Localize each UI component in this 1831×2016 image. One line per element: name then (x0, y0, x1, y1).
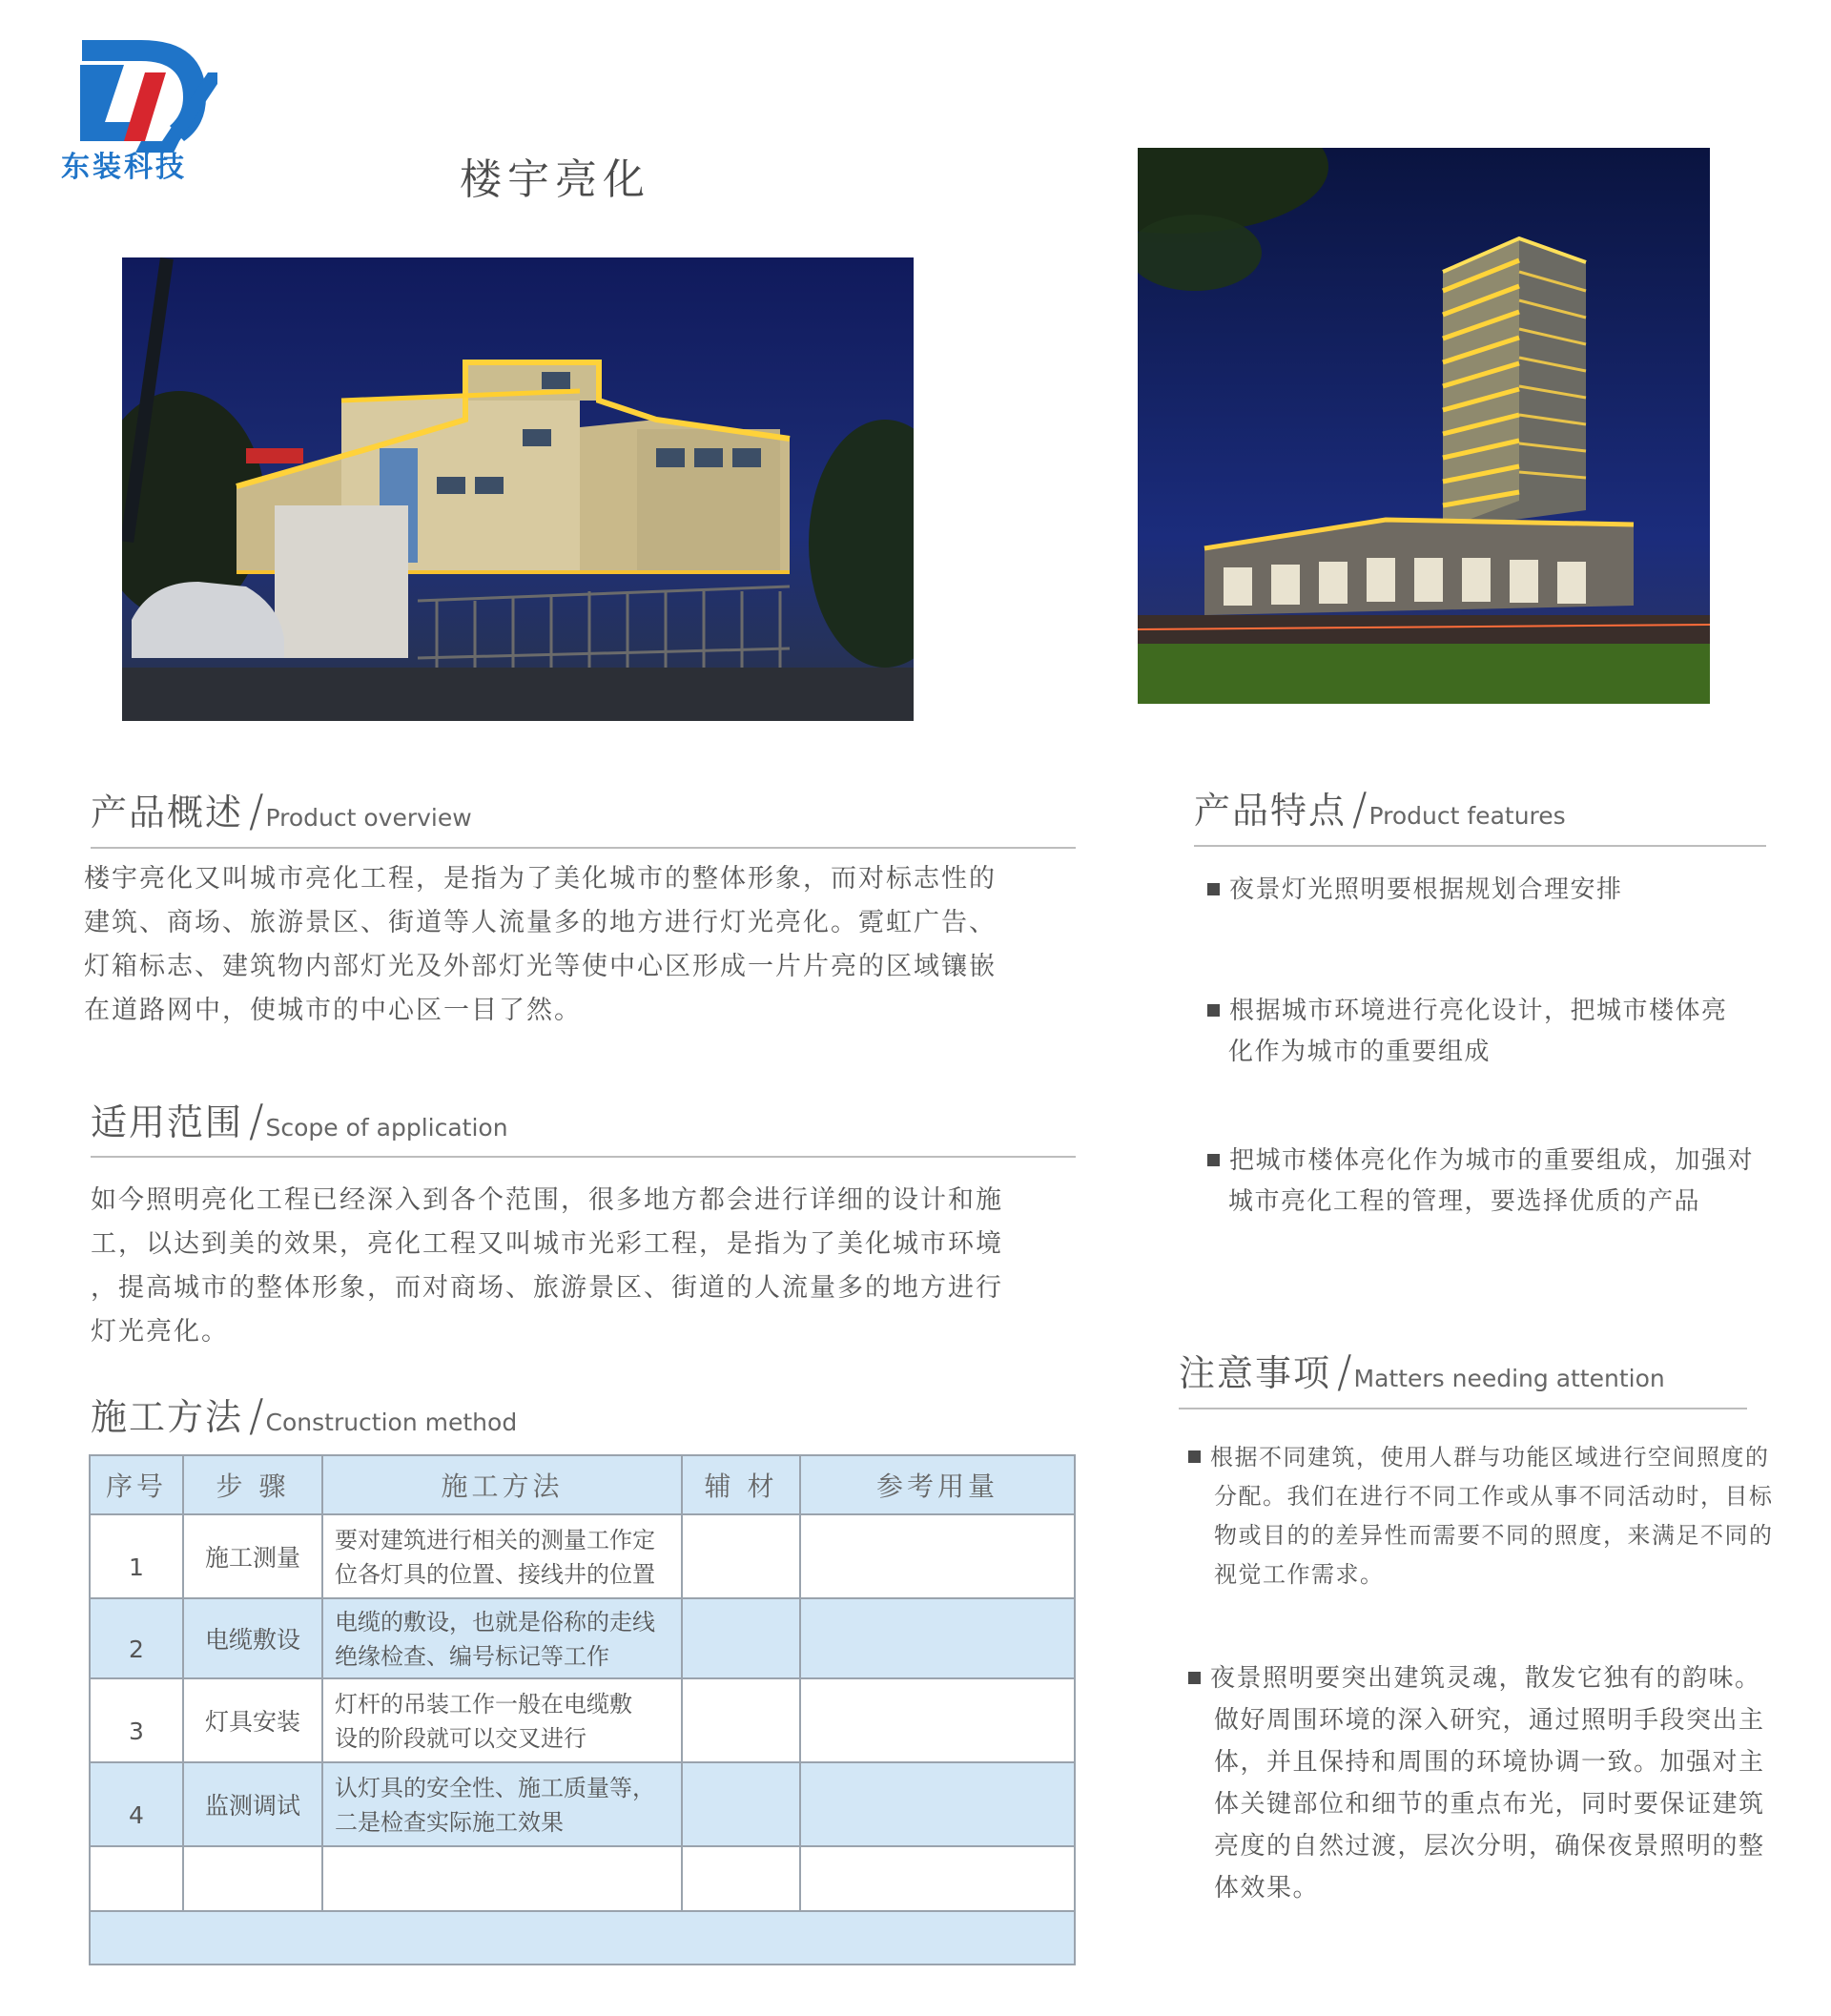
footer-cell (90, 1911, 1075, 1965)
row-method (322, 1762, 682, 1846)
row-method-line: 灯杆的吊装工作一般在电缆敷 (335, 1691, 632, 1718)
overview-divider (91, 847, 1076, 849)
row-method-line: 设的阶段就可以交叉进行 (335, 1725, 586, 1752)
row-material (682, 1678, 800, 1762)
brand-name: 东装科技 (61, 151, 187, 184)
row-no: 2 (90, 1598, 183, 1678)
scope-line: ，提高城市的整体形象，而对商场、旅游景区、街道的人流量多的地方进行 (91, 1273, 1003, 1303)
features-heading-en: Product features (1368, 802, 1566, 831)
table-header-row (90, 1455, 1075, 1514)
row-method-line: 认灯具的安全性、施工质量等， (335, 1775, 655, 1801)
row-no: 1 (90, 1514, 183, 1598)
empty-cell (682, 1846, 800, 1911)
scope-heading-en: Scope of application (265, 1114, 508, 1142)
heading-slash: / (249, 785, 264, 836)
empty-cell (90, 1846, 183, 1911)
feature-item (1207, 991, 1728, 1073)
row-method-line: 电缆的敷设，也就是俗称的走线 (335, 1609, 655, 1635)
attention-line: 亮度的自然过渡，层次分明，确保夜景照明的整 (1214, 1832, 1765, 1861)
row-material (682, 1762, 800, 1846)
overview-line: 灯箱标志、建筑物内部灯光及外部灯光等使中心区形成一片片亮的区域镶嵌 (84, 952, 997, 981)
row-method (322, 1514, 682, 1598)
row-method-line: 绝缘检查、编号标记等工作 (335, 1643, 609, 1670)
attention-line: 根据不同建筑，使用人群与功能区域进行空间照度的 (1210, 1444, 1770, 1471)
col-header-material: 辅 材 (682, 1455, 800, 1514)
row-no: 4 (90, 1762, 183, 1846)
table-row-empty (90, 1846, 1075, 1911)
feature-line: 城市亮化工程的管理，要选择优质的产品 (1228, 1187, 1701, 1216)
bullet-icon (1207, 1004, 1220, 1017)
table-row (90, 1678, 1075, 1762)
construction-table (89, 1454, 1076, 1965)
scope-line: 工，以达到美的效果，亮化工程又叫城市光彩工程，是指为了美化城市环境 (91, 1229, 1003, 1259)
bullet-icon (1207, 883, 1220, 895)
construction-heading (91, 1389, 518, 1441)
row-step: 电缆敷设 (183, 1598, 322, 1678)
overview-text (84, 857, 997, 1033)
row-material (682, 1598, 800, 1678)
empty-cell (322, 1846, 682, 1911)
row-amount (800, 1678, 1075, 1762)
col-header-method: 施工方法 (322, 1455, 682, 1514)
overview-heading (91, 785, 472, 836)
overview-line: 楼宇亮化又叫城市亮化工程，是指为了美化城市的整体形象，而对标志性的 (84, 864, 997, 894)
attention-line: 体关键部位和细节的重点布光，同时要保证建筑 (1214, 1790, 1765, 1819)
attention-line: 体效果。 (1214, 1874, 1320, 1903)
attention-line: 视觉工作需求。 (1214, 1561, 1385, 1588)
row-method-line: 位各灯具的位置、接线井的位置 (335, 1561, 655, 1588)
attention-item (1188, 1438, 1774, 1594)
row-step: 施工测量 (183, 1514, 322, 1598)
row-method-line: 二是检查实际施工效果 (335, 1809, 564, 1836)
col-header-step: 步 骤 (183, 1455, 322, 1514)
table-row (90, 1514, 1075, 1598)
heading-slash: / (249, 1389, 264, 1441)
feature-line: 根据城市环境进行亮化设计，把城市楼体亮 (1229, 997, 1728, 1025)
attention-line: 物或目的的差异性而需要不同的照度，来满足不同的 (1214, 1522, 1774, 1549)
table-footer-row (90, 1911, 1075, 1965)
row-step: 监测调试 (183, 1762, 322, 1846)
attention-divider (1179, 1408, 1747, 1409)
attention-heading-zh: 注意事项 (1179, 1352, 1332, 1395)
empty-cell (800, 1846, 1075, 1911)
row-method (322, 1598, 682, 1678)
scope-heading (91, 1095, 508, 1146)
overview-heading-en: Product overview (265, 804, 472, 833)
features-heading-zh: 产品特点 (1194, 790, 1348, 833)
scope-line: 如今照明亮化工程已经深入到各个范围，很多地方都会进行详细的设计和施 (91, 1185, 1003, 1215)
table-row (90, 1598, 1075, 1678)
col-header-amount: 参考用量 (800, 1455, 1075, 1514)
col-header-no: 序号 (90, 1455, 183, 1514)
attention-line: 体，并且保持和周围的环境协调一致。加强对主 (1214, 1748, 1765, 1777)
attention-heading-en: Matters needing attention (1353, 1365, 1665, 1393)
building-lighting-photo-left (122, 257, 914, 721)
construction-heading-en: Construction method (265, 1409, 518, 1437)
scope-text (91, 1179, 1003, 1354)
construction-heading-zh: 施工方法 (91, 1396, 244, 1439)
bullet-icon (1188, 1672, 1201, 1684)
row-amount (800, 1598, 1075, 1678)
feature-line: 把城市楼体亮化作为城市的重要组成，加强对 (1229, 1146, 1755, 1175)
features-heading (1194, 783, 1566, 834)
feature-line: 夜景灯光照明要根据规划合理安排 (1229, 875, 1623, 904)
row-method-line: 要对建筑进行相关的测量工作定 (335, 1527, 655, 1553)
row-step: 灯具安装 (183, 1678, 322, 1762)
attention-line: 分配。我们在进行不同工作或从事不同活动时，目标 (1214, 1483, 1774, 1510)
heading-slash: / (1337, 1346, 1352, 1397)
row-method (322, 1678, 682, 1762)
row-no: 3 (90, 1678, 183, 1762)
page-title: 楼宇亮化 (460, 155, 650, 204)
attention-line: 夜景照明要突出建筑灵魂，散发它独有的韵味。 (1210, 1664, 1761, 1693)
row-amount (800, 1514, 1075, 1598)
scope-heading-zh: 适用范围 (91, 1101, 244, 1144)
table-row (90, 1762, 1075, 1846)
bullet-icon (1188, 1450, 1201, 1463)
overview-heading-zh: 产品概述 (91, 792, 244, 834)
scope-line: 灯光亮化。 (91, 1317, 229, 1347)
feature-item (1207, 870, 1623, 911)
feature-item (1207, 1141, 1754, 1223)
attention-heading (1179, 1346, 1665, 1397)
row-amount (800, 1762, 1075, 1846)
feature-line: 化作为城市的重要组成 (1228, 1038, 1492, 1066)
attention-item (1188, 1657, 1765, 1909)
scope-divider (91, 1156, 1076, 1158)
heading-slash: / (1352, 783, 1368, 834)
heading-slash: / (249, 1095, 264, 1146)
attention-line: 做好周围环境的深入研究，通过照明手段突出主 (1214, 1706, 1765, 1735)
features-divider (1194, 845, 1766, 847)
bullet-icon (1207, 1154, 1220, 1166)
overview-line: 在道路网中，使城市的中心区一目了然。 (84, 996, 582, 1025)
empty-cell (183, 1846, 322, 1911)
overview-line: 建筑、商场、旅游景区、街道等人流量多的地方进行灯光亮化。霓虹广告、 (84, 908, 997, 937)
building-lighting-photo-right (1138, 148, 1710, 704)
row-material (682, 1514, 800, 1598)
